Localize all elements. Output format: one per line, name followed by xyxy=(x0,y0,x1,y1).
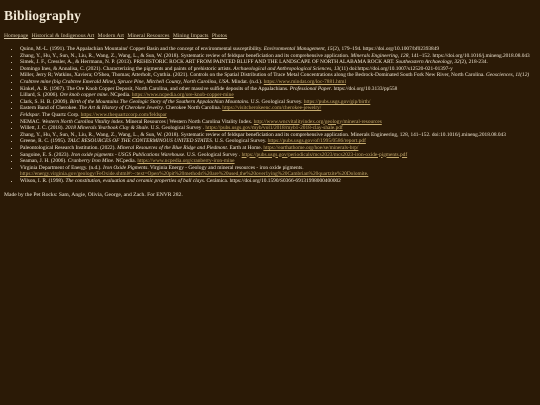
page-title: Bibliography xyxy=(4,8,81,23)
reference-item xyxy=(20,59,536,66)
reference-title: Iron Oxide Pigments xyxy=(102,164,148,171)
reference-title: Birth of the Mountains The Geologic Story of the Southern Appalachian Mountains xyxy=(69,98,249,105)
reference-title: Feldspar xyxy=(20,111,40,118)
reference-title: Western North Carolina Vitality index xyxy=(41,118,123,125)
reference-link[interactable]: https://pubs.usgs.gov/myb/vol1/2018/myb1-2018-clay-shale.pdf xyxy=(205,125,343,132)
reference-details: (2), 218-234. xyxy=(459,59,488,66)
reference-details: . Mineral Resources | Western North Carolina Vitality Index. xyxy=(122,118,254,125)
reference-title: TALC RESOURCES OF THE CONTERMINOUS UNITED STATES xyxy=(67,138,212,145)
reference-link[interactable]: https://www.thequartzcorp.com/feldspar xyxy=(80,111,167,118)
reference-item xyxy=(20,125,536,132)
reference-title: Cranberry Iron Mine xyxy=(67,158,114,165)
reference-text: Paleontological Research Institution. (2022). xyxy=(20,144,118,151)
reference-title: Geosciences, 11(12) xyxy=(485,72,530,79)
reference-title: Southeastern Archaeology, 32 xyxy=(395,59,460,66)
footer-credit: Made by the Pet Rocks: Sam, Angie, Olivia, George, and Zach. For ENVR 282. xyxy=(4,192,183,199)
reference-title: 2018 Minerals Yearbook Clay & Shale xyxy=(65,125,148,132)
reference-text: Kinkel, A. R. (1967). The Ore Knob Copper Deposit, North Carolina, and other massive sulfide deposits of the Appalachians. xyxy=(20,85,290,92)
reference-details: (11) doi:https://doi.org/10.1007/s12520-021-01397-y xyxy=(339,65,453,72)
reference-title: Minerals Engineering, 128 xyxy=(350,52,409,59)
reference-details: . NCpedia. xyxy=(113,158,138,165)
reference-text: Sangoine, E. S. (2023). xyxy=(20,151,72,158)
reference-title: Ore knob copper mine xyxy=(59,92,108,99)
reference-title: The constitution, evaluation and ceramic properties of ball clays xyxy=(65,177,204,184)
reference-item xyxy=(20,46,536,53)
reference-item xyxy=(20,158,536,165)
reference-text: Domingo Ines, & Annalisa, C. (2021). Characterizing the pigments and paints of prehistoric artists. xyxy=(20,65,234,72)
reference-item xyxy=(20,79,536,86)
nav-bar xyxy=(4,33,536,39)
reference-link[interactable]: https://www.ncpedia.org/ore-knob-copper-mine xyxy=(131,92,234,99)
reference-title: The Art & History of Cherokee Jewelry xyxy=(78,105,163,112)
reference-title: Iron oxide pigments - USGS Publications Warehouse xyxy=(71,151,185,158)
reference-link[interactable]: https://www.mindat.org/loc-7881.html xyxy=(263,78,346,85)
reference-item xyxy=(20,92,536,99)
reference-link[interactable]: https://energy.virginia.gov/geology/FeOxide.shtml#:~:text=Open%20pit%20methods%20are%20used,the%20over1ying%20Cambrian%20quartzite%20Dolomite. xyxy=(20,171,369,178)
reference-text: Willett, J. C. (2018). xyxy=(20,125,66,132)
page xyxy=(0,0,540,198)
reference-item xyxy=(20,165,536,178)
nav-link-photos[interactable]: Photos xyxy=(211,33,228,39)
reference-details: . Cherokee North Carolina. xyxy=(162,105,223,112)
reference-details: . Mindat. (n.d.). xyxy=(228,78,264,85)
reference-link[interactable]: https://pubs.usgs.gov/gip/birth/ xyxy=(303,98,371,105)
reference-text: Miller, Jerry R; Watkins, Xaviera; O'Shea, Thomas; Atterholt, Cynthia. (2021). Controls on the Spatial Distribution of Trace Metal Concentrations along the Bedrock-Dominated South Fork New River, North Carolina. xyxy=(20,72,486,79)
reference-details: . Virginia Energy - Geology and mineral resources - iron oxide pigments. xyxy=(147,164,304,171)
reference-text: Quinn, M.-L. (1991). The Appalachian Mountains' Copper Basin and the concept of environmental susceptibility. xyxy=(20,46,264,52)
reference-details: , 141–152. https://doi.org/10.1016/j.mineng.2018.08.043 xyxy=(408,52,530,59)
nav-link-homepage[interactable]: Homepage xyxy=(4,33,29,39)
reference-text: Lillard, S. (2006). xyxy=(20,92,60,99)
reference-title: Crabtree mine (big Crabtree Emerald Mine), Spruce Pine, Mitchell County, North Carolina, USA xyxy=(20,78,229,85)
reference-link[interactable]: https://pubs.usgs.gov/periodicals/mcs2023/mcs2023-iron-oxide-pigments.pdf xyxy=(241,151,408,158)
nav-link-modern-art[interactable]: Modern Art xyxy=(97,33,124,39)
reference-details: . U.S. Geological Survey . xyxy=(147,125,206,132)
reference-title: Mineral Resources of the Blue Ridge and Piedmont xyxy=(117,144,227,151)
reference-item xyxy=(20,138,536,145)
reference-item xyxy=(20,178,536,185)
reference-item xyxy=(20,105,536,112)
reference-link[interactable]: https://visitcherokeenc.com/cherokee-jewelry/ xyxy=(222,105,322,112)
reference-details: . https://doi.org/10.3133/pp558 xyxy=(330,85,398,92)
reference-details: . The Quartz Corp. xyxy=(39,111,81,118)
reference-title: Environmental Management, 15 xyxy=(263,46,333,52)
reference-text: Zhang, Y., Hu, Y., Sun, N., Liu, R., Wang, Z., Wang, L., & Sun, W. (2018). Systematic review of feldspar beneficiation and its comprehensive application. Minerals Engineering, 128, 141–152. doi:10.1016/j.mineng.2018.08.043 xyxy=(20,131,506,138)
reference-text: Simek, J. F., Cressler, A., & Herrmann, N. P. (2013). PREHISTORIC ROCK ART FROM PAINTED BLUFF AND THE LANDSCAPE OF NORTH ALABAMA ROCK ART. xyxy=(20,59,396,66)
reference-item xyxy=(20,112,536,119)
reference-text: Zhang, Y., Hu, Y., Sun, N., Liu, R., Wang, Z., Wang, L., & Sun, W. (2018). Systematic review of feldspar beneficiation and its comprehensive application. xyxy=(20,52,351,59)
reference-details: (2), 179–194. https://doi.org/10.1007/bf02393849 xyxy=(332,46,440,52)
reference-link[interactable]: https://pubs.usgs.gov/of/1995/0586/report.pdf xyxy=(267,138,366,145)
reference-text: Wilson, I. R. (1998). xyxy=(20,177,66,184)
reference-details: . U.S. Geological Survey. xyxy=(211,138,268,145)
reference-details: . U.S. Geological Survey. xyxy=(248,98,304,105)
reference-text: Clark, S. H. B. (2009). xyxy=(20,98,70,105)
reference-details: . Cerámica. https://doi.org/10.1590/S0366-69131998000400002 xyxy=(203,177,341,184)
reference-text: Eastern Band of Cherokee. xyxy=(20,105,79,112)
reference-title: Professional Paper xyxy=(289,85,331,92)
reference-text: Virginia Department of Energy. (n.d.). xyxy=(20,164,103,171)
reference-item xyxy=(20,145,536,152)
reference-text: Greene, R. C. (1995). xyxy=(20,138,68,145)
reference-details: . NCpedia. xyxy=(107,92,132,99)
reference-details: . Earth at Home. xyxy=(226,144,264,151)
reference-link[interactable]: https://www.ncpedia.org/cranberry-iron-mine xyxy=(137,158,235,165)
nav-link-mineral-resources[interactable]: Mineral Resources xyxy=(127,33,170,39)
reference-item xyxy=(20,72,536,79)
reference-link[interactable]: http://www.wncvitalityindex.org/geology/mineral-resources xyxy=(253,118,382,125)
reference-list xyxy=(4,46,536,184)
reference-text: NEMAC. xyxy=(20,118,42,125)
nav-link-historical-indigenous-art[interactable]: Historical & Indigenous Art xyxy=(31,33,95,39)
reference-text: Seaman, J. H. (2006). xyxy=(20,158,68,165)
reference-title: Archaeological and Anthropological Sciences, 13 xyxy=(233,65,340,72)
reference-details: . U.S. Geological Survey . xyxy=(184,151,242,158)
nav-link-mining-impacts[interactable]: Mining Impacts xyxy=(172,33,209,39)
reference-link[interactable]: https://earthathome.org/hoe/se/minerals-brp/ xyxy=(263,144,359,151)
